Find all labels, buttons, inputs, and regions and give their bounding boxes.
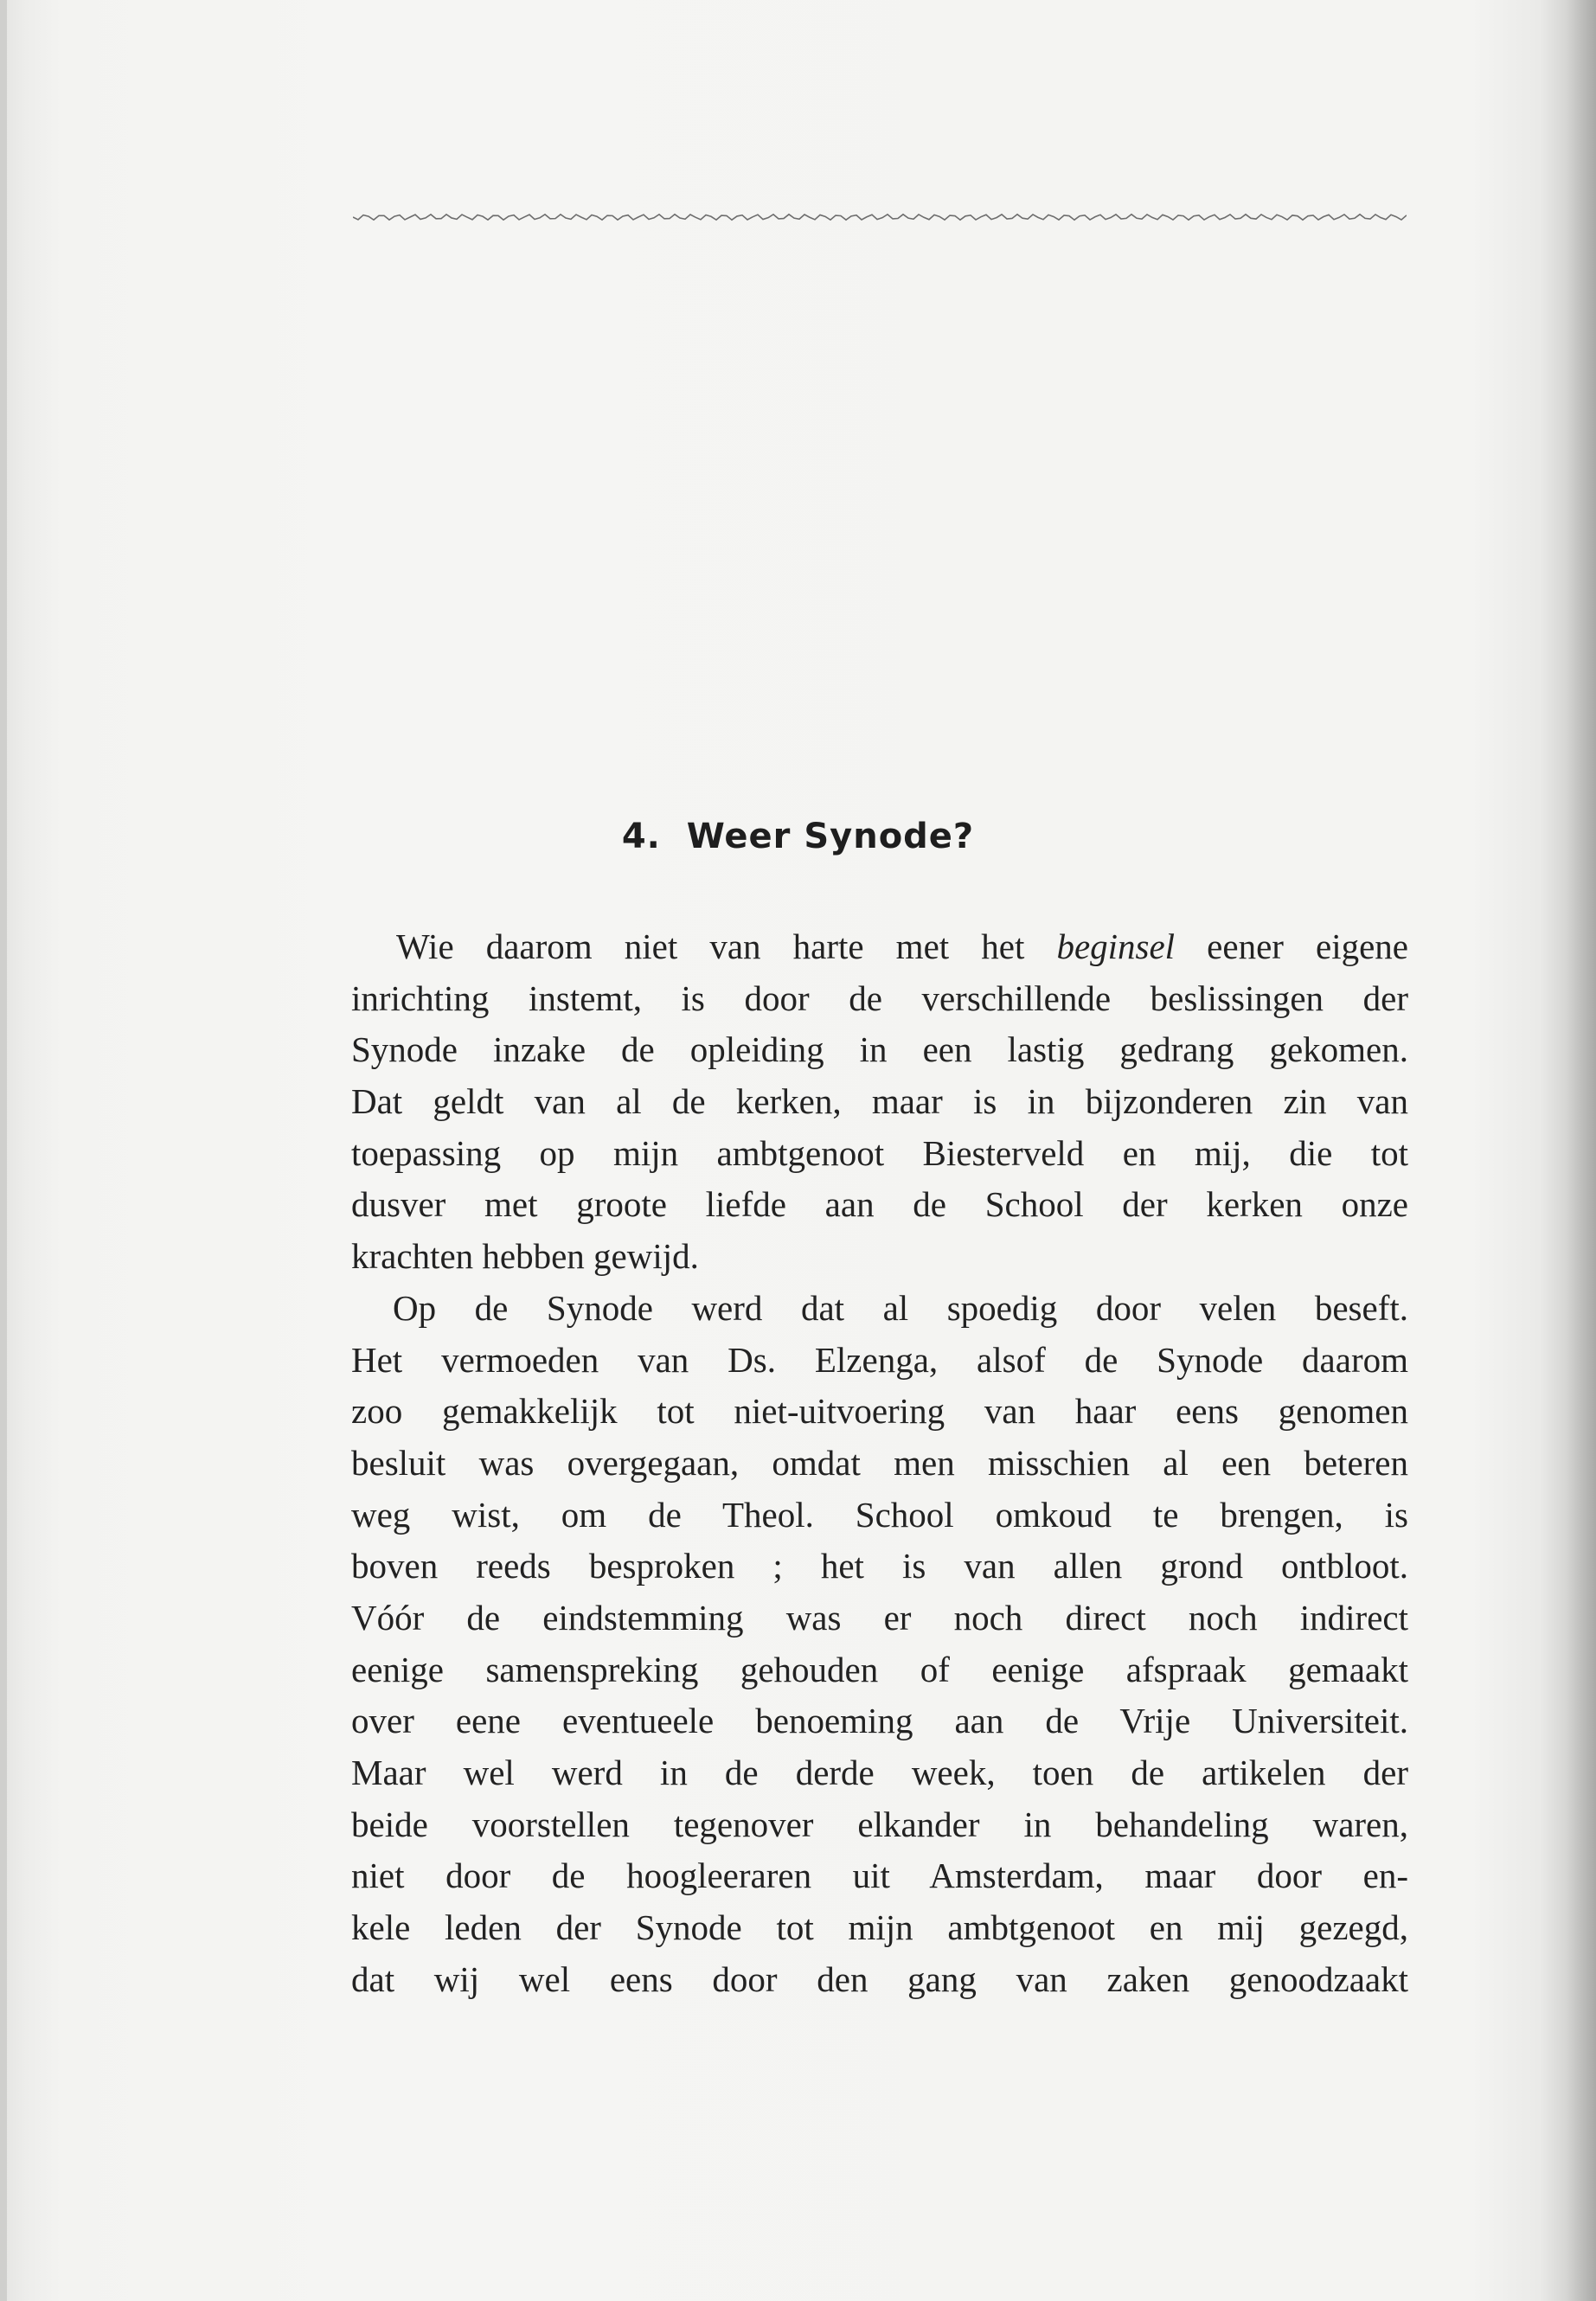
text-line: kele leden der Synode tot mijn ambtgenoot en mij gezegd, — [351, 1907, 1408, 1948]
text-line: dusver met groote liefde aan de School der kerken onze — [351, 1184, 1408, 1225]
body-text — [351, 921, 1408, 2005]
text-line: weg wist, om de Theol. School omkoud te brengen, is — [351, 1494, 1408, 1535]
text-line: Dat geldt van al de kerken, maar is in bijzonderen zin van — [351, 1081, 1408, 1122]
text-line: Maar wel werd in de derde week, toen de artikelen der — [351, 1753, 1408, 1792]
emphasized-word: beginsel — [1056, 926, 1176, 966]
text-line: niet door de hoogleeraren uit Amsterdam, maar door en- — [351, 1856, 1408, 1896]
wavy-ornamental-rule — [353, 211, 1407, 223]
text-line: Synode inzake de opleiding in een lastig gedrang gekomen. — [351, 1029, 1408, 1070]
text-line: zoo gemakkelijk tot niet-uitvoering van haar eens genomen — [351, 1391, 1408, 1432]
text-line: dat wij wel eens door den gang van zaken genoodzaakt — [351, 1958, 1408, 1999]
text-line: beide voorstellen tegenover elkander in behandeling waren, — [351, 1804, 1408, 1844]
text-line: Wie daarom niet van harte met het beginsel eener eigene — [396, 926, 1408, 966]
section-heading: 4. Weer Synode? — [621, 817, 975, 856]
text-line: eenige samenspreking gehouden of eenige afspraak gemaakt — [351, 1649, 1408, 1689]
text-line: boven reeds besproken ; het is van allen grond ontbloot. — [351, 1546, 1408, 1586]
text-line: besluit was overgegaan, omdat men misschien al een beteren — [351, 1442, 1408, 1483]
text-line: over eene eventueele benoeming aan de Vrije Universiteit. — [351, 1701, 1408, 1741]
text-line: Het vermoeden van Ds. Elzenga, alsof de Synode daarom — [351, 1339, 1408, 1380]
text-line: inrichting instemt, is door de verschillende beslissingen der — [351, 977, 1408, 1018]
text-line: toepassing op mijn ambtgenoot Biesterveld en mij, die tot — [351, 1132, 1408, 1173]
text-line: Op de Synode werd dat al spoedig door velen beseft. — [393, 1287, 1408, 1328]
text-line: Vóór de eindstemming was er noch direct noch indirect — [351, 1597, 1408, 1638]
text-line: krachten hebben gewijd. — [351, 1236, 699, 1277]
page-left-edge — [0, 0, 7, 2301]
